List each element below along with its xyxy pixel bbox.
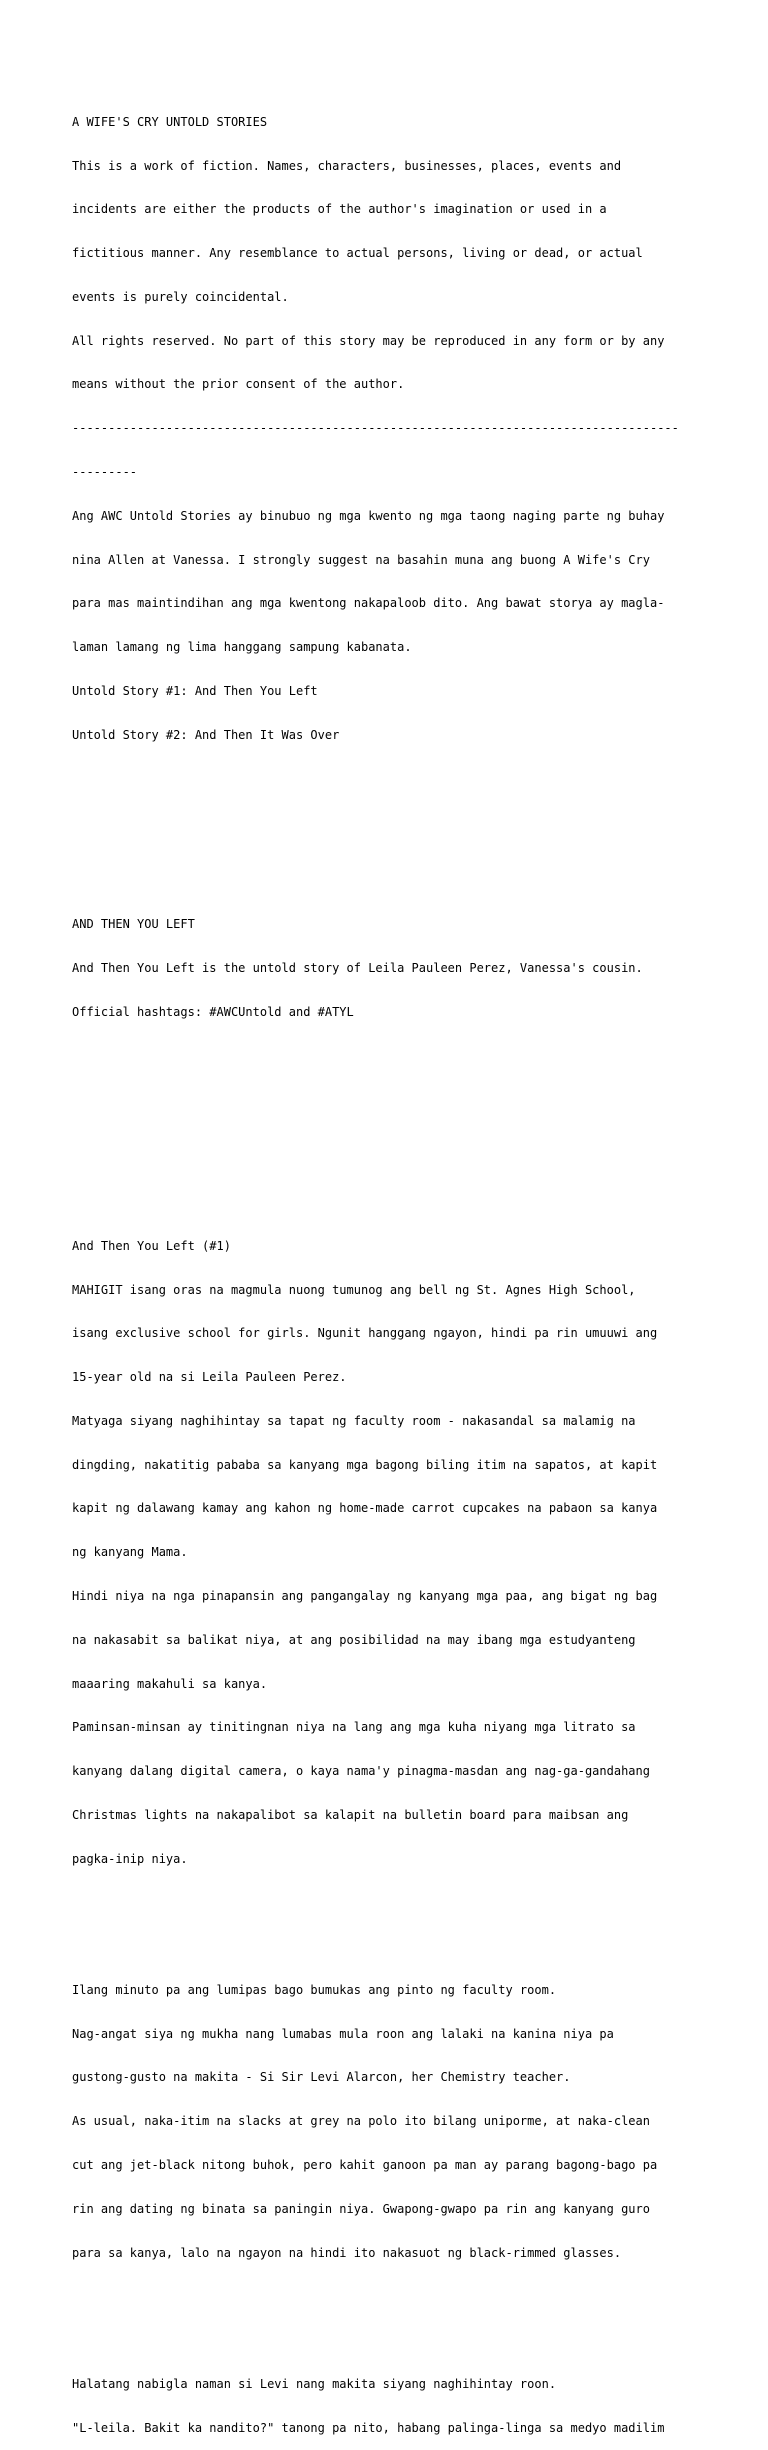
paragraph-line: Ilang minuto pa ang lumipas bago bumukas ang pinto ng faculty room. — [72, 1982, 557, 1997]
document-title: A WIFE'S CRY UNTOLD STORIES — [72, 114, 268, 129]
paragraph-line: para sa kanya, lalo na ngayon na hindi ito nakasuot ng black-rimmed glasses. — [72, 2245, 622, 2260]
story-intro-line: And Then You Left is the untold story of Leila Pauleen Perez, Vanessa's cousin. — [72, 961, 643, 976]
paragraph-line: As usual, naka-itim na slacks at grey na polo ito bilang uniporme, at naka-clean — [72, 2114, 650, 2129]
paragraph-line: kapit ng dalawang kamay ang kahon ng home-made carrot cupcakes na pabaon sa kanya — [72, 1501, 658, 1516]
story-intro-line: Official hashtags: #AWCUntold and #ATYL — [72, 1005, 354, 1020]
description-line: nina Allen at Vanessa. I strongly suggest na basahin muna ang buong A Wife's Cry — [72, 552, 650, 567]
story-list-item: Untold Story #1: And Then You Left — [72, 683, 318, 698]
blank-space — [72, 1910, 762, 1939]
paragraph-line: ng kanyang Mama. — [72, 1545, 188, 1560]
copyright-line: incidents are either the products of the author's imagination or used in a — [72, 202, 607, 217]
copyright-line: events is purely coincidental. — [72, 289, 289, 304]
paragraph-line: MAHIGIT isang oras na magmula nuong tumunog ang bell ng St. Agnes High School, — [72, 1282, 636, 1297]
blank-space — [72, 2304, 762, 2333]
paragraph-line: cut ang jet-black nitong buhok, pero kahit ganoon pa man ay parang bagong-bago pa — [72, 2158, 658, 2172]
description-line: laman lamang ng lima hanggang sampung kabanata. — [72, 640, 412, 655]
story-heading: AND THEN YOU LEFT — [72, 917, 195, 932]
paragraph-line: na nakasabit sa balikat niya, at ang posibilidad na may ibang mga estudyanteng — [72, 1632, 636, 1647]
paragraph-line: dingding, nakatitig pababa sa kanyang mga bagong biling itim na sapatos, at kapit — [72, 1457, 658, 1472]
rights-line: All rights reserved. No part of this story may be reproduced in any form or by any — [72, 333, 665, 348]
paragraph-line: isang exclusive school for girls. Ngunit hanggang ngayon, hindi pa rin umuuwi ang — [72, 1326, 658, 1341]
paragraph-line: gustong-gusto na makita - Si Sir Levi Alarcon, her Chemistry teacher. — [72, 2070, 571, 2085]
separator-line: --------- — [72, 465, 138, 480]
paragraph-line: "L-leila. Bakit ka nandito?" tanong pa nito, habang palinga-linga sa medyo madilim — [72, 2420, 665, 2435]
paragraph-line: Hindi niya na nga pinapansin ang pangangalay ng kanyang mga paa, ang bigat ng bag — [72, 1589, 658, 1604]
chapter-heading: And Then You Left (#1) — [72, 1238, 231, 1253]
paragraph-line: 15-year old na si Leila Pauleen Perez. — [72, 1370, 347, 1385]
separator-line: ------------------------------------------------------------------------------------ — [72, 421, 679, 436]
copyright-line: fictitious manner. Any resemblance to actual persons, living or dead, or actual — [72, 246, 643, 261]
paragraph-line: kanyang dalang digital camera, o kaya nama'y pinagma-masdan ang nag-ga-gandahang — [72, 1764, 650, 1779]
paragraph-line: Christmas lights na nakapalibot sa kalapit na bulletin board para maibsan ang — [72, 1807, 629, 1822]
copyright-line: This is a work of fiction. Names, characters, businesses, places, events and — [72, 158, 622, 173]
document-page — [72, 71, 762, 2450]
paragraph-line: pagka-inip niya. — [72, 1851, 188, 1866]
paragraph-line: maaaring makahuli sa kanya. — [72, 1676, 268, 1691]
rights-line: means without the prior consent of the author. — [72, 377, 405, 392]
paragraph-line: rin ang dating ng binata sa paningin niya. Gwapong-gwapo pa rin ang kanyang guro — [72, 2201, 650, 2216]
description-line: para mas maintindihan ang mga kwentong nakapaloob dito. Ang bawat storya ay magla- — [72, 596, 665, 611]
blank-space — [72, 1063, 762, 1180]
paragraph-line: Paminsan-minsan ay tinitingnan niya na lang ang mga kuha niyang mga litrato sa — [72, 1720, 636, 1735]
blank-space — [72, 786, 762, 859]
paragraph-line: Halatang nabigla naman si Levi nang makita siyang naghihintay roon. — [72, 2376, 557, 2391]
paragraph-line: Nag-angat siya ng mukha nang lumabas mula roon ang lalaki na kanina niya pa — [72, 2026, 614, 2041]
description-line: Ang AWC Untold Stories ay binubuo ng mga kwento ng mga taong naging parte ng buhay — [72, 508, 665, 523]
paragraph-line: Matyaga siyang naghihintay sa tapat ng faculty room - nakasandal sa malamig na — [72, 1413, 636, 1428]
story-list-item: Untold Story #2: And Then It Was Over — [72, 727, 340, 742]
